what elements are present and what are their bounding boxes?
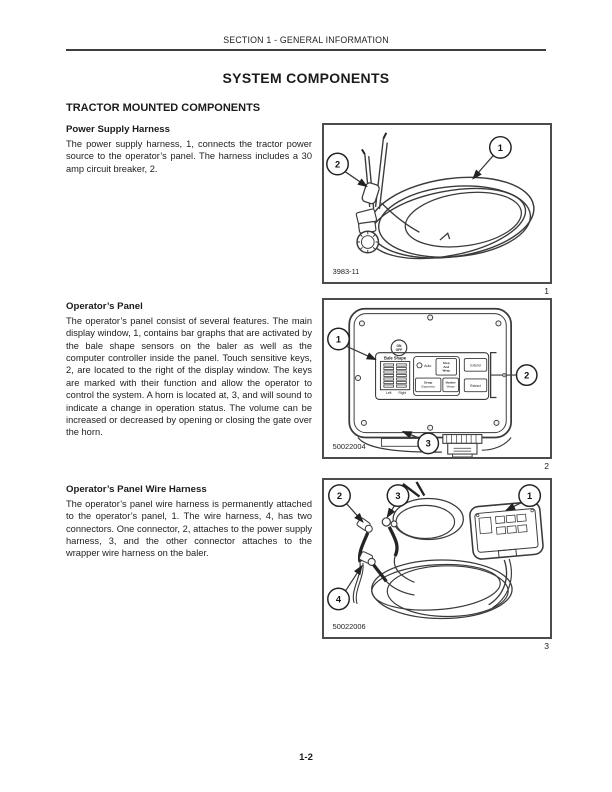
svg-text:OFF: OFF — [395, 348, 403, 353]
power-button — [391, 340, 407, 356]
footer-page-number: 1-2 — [299, 752, 313, 763]
svg-text:1: 1 — [335, 334, 342, 345]
cable-coil — [364, 167, 539, 270]
section-heading-power-supply-harness: Power Supply Harness — [66, 124, 170, 135]
touch-keys — [414, 357, 487, 396]
svg-text:And: And — [443, 364, 450, 369]
callout-2 — [329, 485, 363, 522]
harness-drawing — [324, 125, 550, 282]
section-heading-operators-panel: Operator’s Panel — [66, 301, 143, 312]
callout-3 — [387, 485, 408, 517]
callout-2 — [491, 353, 537, 398]
callout-1 — [473, 137, 511, 179]
svg-text:Diagnostics: Diagnostics — [421, 385, 436, 389]
round-connector — [356, 209, 379, 253]
svg-text:Wraps: Wraps — [446, 384, 455, 389]
panel-drawing — [324, 300, 550, 457]
svg-text:Left: Left — [385, 391, 392, 396]
panel-screws — [355, 315, 500, 430]
connector-3 — [382, 518, 414, 583]
page-title: SYSTEM COMPONENTS — [222, 70, 390, 86]
header-rule — [66, 49, 546, 51]
svg-text:2: 2 — [334, 159, 341, 170]
callout-2 — [327, 153, 367, 186]
svg-text:2: 2 — [524, 370, 530, 381]
wire-harness-drawing — [324, 480, 550, 637]
svg-text:Auto: Auto — [424, 363, 432, 368]
section-body-panel-wire-harness: The operator’s panel wire harness is permanently attached to the operator’s panel, 1. The wire harness, 4, has two connectors. One connector, 2, attaches to the power supply harness, 3, and the other connector attaches to the wrapper wire harness on the baler. — [66, 499, 312, 559]
section-subtitle: TRACTOR MOUNTED COMPONENTS — [66, 102, 261, 114]
page-header: SECTION 1 - GENERAL INFORMATION — [223, 35, 389, 45]
svg-text:1: 1 — [527, 491, 533, 502]
svg-text:Extend: Extend — [470, 363, 481, 368]
figure-caption: 3983-11 — [332, 267, 360, 277]
auto-radio — [417, 363, 422, 368]
figure-1-number: 1 — [544, 286, 549, 296]
svg-text:2: 2 — [336, 491, 343, 502]
section-body-power-supply-harness: The power supply harness, 1, connects the tractor power source to the operator’s panel. The harness includes a 30 amp circuit breaker, 2. — [66, 139, 312, 174]
svg-text:Setup: Setup — [424, 380, 433, 385]
svg-text:Number: Number — [445, 381, 456, 385]
svg-text:Bale Shape: Bale Shape — [384, 355, 407, 361]
figure-1-power-supply-harness — [322, 123, 552, 284]
figure-2-operators-panel — [322, 298, 552, 459]
section-heading-panel-wire-harness: Operator’s Panel Wire Harness — [66, 484, 207, 495]
svg-text:4: 4 — [335, 594, 342, 605]
section-body-operators-panel: The operator’s panel consist of several features. The main display window, 1, contains bar graphs that are activated by the bale shape sensors on the baler as well as the computer controller inside the panel. Touch sensitive keys, 2, are located to the right of the display window. The keys are marked with their function and allow the operator to control the system. A horn is located at, 3, and will sound to indicate a change in operation status. The volume can be increased or decreased by opening or closing the gate over the horn. — [66, 316, 312, 438]
figure-3-number: 3 — [544, 641, 549, 651]
figure-caption: 50022006 — [332, 622, 366, 632]
bale-shape-display — [380, 355, 409, 395]
figure-3-panel-wire-harness — [322, 478, 552, 639]
svg-text:Stop: Stop — [442, 360, 450, 365]
svg-text:Right: Right — [398, 391, 407, 396]
svg-text:ON: ON — [396, 343, 402, 348]
panel-housing — [349, 309, 511, 438]
figure-caption: 50022004 — [332, 442, 366, 452]
svg-text:1: 1 — [497, 142, 503, 153]
svg-text:3: 3 — [395, 491, 401, 502]
callout-1 — [328, 328, 376, 359]
svg-text:Wrap: Wrap — [442, 368, 451, 373]
cable-coil — [370, 560, 512, 619]
bar-graph-segments — [384, 364, 406, 387]
figure-2-number: 2 — [544, 461, 549, 471]
callout-3 — [403, 432, 439, 454]
svg-text:Retract: Retract — [470, 384, 481, 389]
svg-text:3: 3 — [425, 438, 431, 449]
